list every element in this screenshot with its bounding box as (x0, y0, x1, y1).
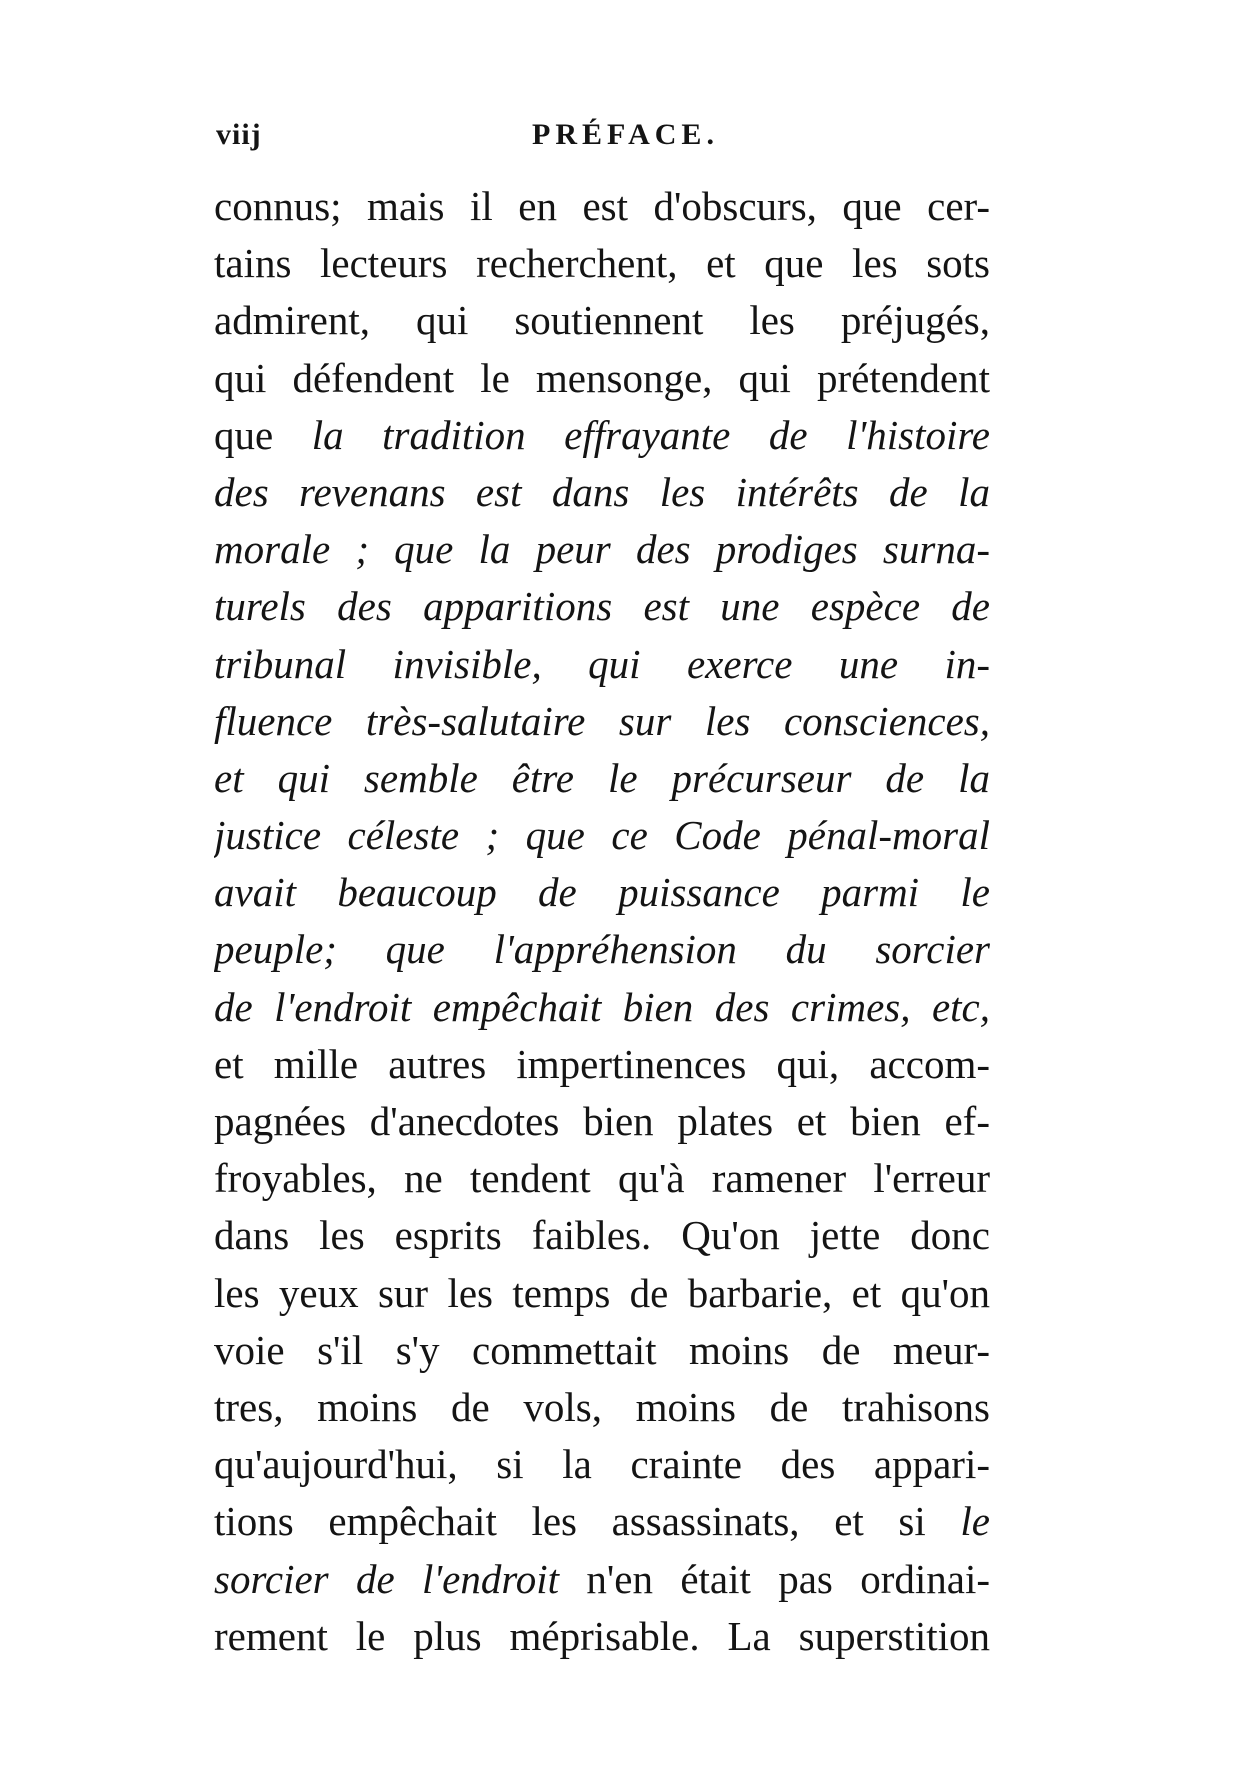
text-italic-segment: le (960, 1498, 990, 1545)
text-italic-segment: la tradition effrayante de l'histoire (311, 411, 990, 458)
text-line: turels des apparitions est une espèce de (214, 583, 990, 630)
text-line: voie s'il s'y commettait moins de meur- (214, 1326, 990, 1373)
text-roman-segment: n'en était pas ordinai- (559, 1555, 990, 1602)
text-line: rement le plus méprisable. La superstition (214, 1612, 990, 1659)
text-italic-segment: sorcier de l'endroit (214, 1555, 560, 1602)
text-line: de l'endroit empêchait bien des crimes, etc, (214, 983, 990, 1030)
text-line: admirent, qui soutiennent les préjugés, (214, 297, 990, 344)
text-line: fluence très-salutaire sur les consciences, (214, 697, 990, 744)
text-line: avait beaucoup de puissance parmi le (214, 869, 990, 916)
text-line: dans les esprits faibles. Qu'on jette donc (214, 1212, 990, 1259)
text-line: et qui semble être le précurseur de la (214, 754, 990, 801)
text-line (214, 1551, 990, 1608)
text-roman-segment: que (214, 411, 312, 458)
text-line: tres, moins de vols, moins de trahisons (214, 1383, 990, 1430)
page-number: viij (216, 118, 262, 151)
text-line: froyables, ne tendent qu'à ramener l'erreur (214, 1155, 990, 1202)
text-line (214, 407, 990, 464)
text-line: pagnées d'anecdotes bien plates et bien ef- (214, 1098, 990, 1144)
text-line: tains lecteurs recherchent, et que les sots (214, 240, 990, 287)
text-line: justice céleste ; que ce Code pénal-moral (214, 812, 990, 859)
text-line: qui défendent le mensonge, qui prétendent (214, 354, 990, 401)
text-line: qu'aujourd'hui, si la crainte des appari- (214, 1441, 990, 1488)
text-line: morale ; que la peur des prodiges surna- (214, 526, 990, 573)
text-line: tribunal invisible, qui exerce une in- (214, 640, 990, 687)
text-line: connus; mais il en est d'obscurs, que cer- (214, 183, 990, 229)
text-line: peuple; que l'appréhension du sorcier (214, 926, 990, 973)
text-line: des revenans est dans les intérêts de la (214, 468, 990, 515)
body-text (214, 178, 990, 1665)
running-head: PRÉFACE. (532, 118, 719, 151)
text-line: et mille autres impertinences qui, accom- (214, 1040, 990, 1087)
text-line: les yeux sur les temps de barbarie, et qu'on (214, 1269, 990, 1316)
text-roman-segment: tions empêchait les assassinats, et si (214, 1498, 961, 1545)
page-header (216, 118, 996, 162)
text-line (214, 1493, 990, 1550)
